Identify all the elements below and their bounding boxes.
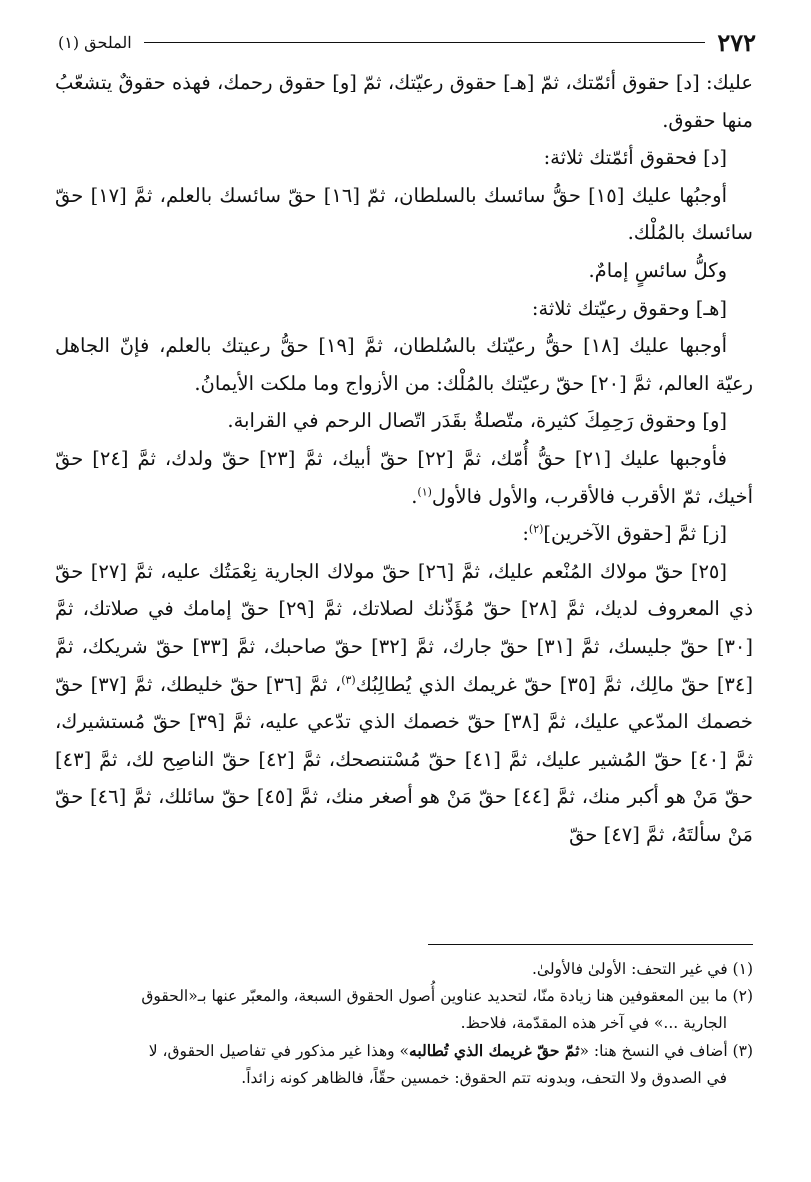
paragraph-9 bbox=[55, 515, 753, 553]
paragraph-6: أوجبها عليك [١٨] حقُّ رعيّتك بالسُلطان، ثمَّ [١٩] حقُّ رعيتك بالعلم، فإنّ الجاهل رعيّة العالم، ثمَّ [٢٠] حقّ رعيّتك بالمُلْك: من الأزواج وما ملكت الأيمانُ. bbox=[55, 334, 753, 395]
header-rule bbox=[144, 42, 706, 43]
footnote-2-continued: الجارية ...» في آخر هذه المقدّمة، فلاحظ. bbox=[460, 1014, 727, 1032]
footnote-1: (١) في غير التحف: الأولىٰ فالأولىٰ. bbox=[531, 960, 753, 978]
paragraph-8-text: فأوجبها عليك [٢١] حقُّ أُمّك، ثمَّ [٢٢] حقّ أبيك، ثمَّ [٢٣] حقّ ولدك، ثمَّ [٢٤] حقّ أخيك، ثمّ الأقرب فالأقرب، والأول فالأول bbox=[55, 446, 753, 508]
page-header bbox=[58, 22, 756, 62]
footnote-3-continued: في الصدوق ولا التحف، وبدونه تتم الحقوق: خمسين حقّاً، فالظاهر كونه زائداً. bbox=[241, 1069, 727, 1087]
footnote-ref-1[interactable]: (١) bbox=[417, 485, 432, 499]
paragraph-9-colon: : bbox=[522, 522, 529, 546]
footnote-3-quote: ثمّ حقّ غريمك الذي تُطالبه bbox=[409, 1041, 580, 1060]
paragraph-10 bbox=[55, 553, 753, 854]
paragraph-9-text: [ز] ثمَّ [حقوق الآخرين] bbox=[543, 522, 727, 546]
paragraph-7: [و] وحقوق رَحِمِكَ كثيرة، متّصلةٌ بقَدَر اتّصال الرحم في القرابة. bbox=[227, 409, 727, 433]
paragraph-3: أوجبُها عليك [١٥] حقُّ سائسك بالسلطان، ثمّ [١٦] حقّ سائسك بالعلم، ثمَّ [١٧] حقّ سائسك بالمُلْك. bbox=[55, 183, 753, 245]
footnote-ref-3[interactable]: (٣) bbox=[341, 673, 356, 686]
footnotes bbox=[55, 956, 753, 1092]
footnote-3 bbox=[55, 1037, 753, 1065]
footnote-2-line-1: (٢) ما بين المعقوفين هنا زيادة منّا، لتحديد عناوين أُصول الحقوق السبعة، والمعبّر عنها بـ«الحقوق bbox=[141, 987, 753, 1005]
paragraph-2: [د] فحقوق أئمّتك ثلاثة: bbox=[543, 146, 727, 170]
paragraph-8: فأوجبها عليك [٢١] حقُّ أُمّك، ثمَّ [٢٢] حقّ أبيك، ثمَّ [٢٣] حقّ ولدك، ثمَّ [٢٤] حقّ أخيك، ثمّ الأقرب فالأقرب، والأول فالأول$^{(١)}$. bbox=[55, 446, 753, 508]
paragraph-10-text-a: [٢٥] حقّ مولاك المُنْعم عليك، ثمَّ [٢٦] حقّ مولاك الجارية نِعْمَتُك عليه، ثمَّ [٢٧] حقّ ذي المعروف لديك، ثمَّ [٢٨] حقّ مُؤَذّنك لصلاتك، ثمَّ [٢٩] حقّ إمامك في صلاتك، ثمَّ [٣٠] حقّ جليسك، ثمَّ [٣١] حقّ جارك، ثمَّ [٣٢] حقّ صاحبك، ثمَّ [٣٣] حقّ شريكك، ثمَّ [٣٤] حقّ مالِك، ثمَّ [٣٥] حقّ غريمك الذي يُطالِبُك bbox=[55, 559, 754, 696]
paragraph-1: عليك: [د] حقوق أئمّتك، ثمّ [هـ] حقوق رعيّتك، ثمّ [و] حقوق رحمك، فهذه حقوقٌ يتشعّبُ منها حقوق. bbox=[55, 71, 753, 132]
footnote-3-rest: » وهذا غير مذكور في تفاصيل الحقوق، لا bbox=[148, 1042, 410, 1060]
main-text bbox=[55, 64, 753, 853]
footnote-ref-2[interactable]: (٢) bbox=[528, 522, 544, 536]
paragraph-4: وكلُّ سائسٍ إمامٌ. bbox=[588, 258, 727, 282]
paragraph-5: [هـ] وحقوق رعيّتك ثلاثة: bbox=[531, 296, 727, 320]
footnote-3-intro: (٣) أضاف في النسخ هنا: « bbox=[579, 1042, 753, 1060]
footnote-separator bbox=[428, 944, 753, 945]
running-title: الملحق (١) bbox=[58, 32, 132, 52]
page-number: ٢٧٢ bbox=[717, 27, 756, 57]
footnote-2 bbox=[55, 983, 753, 1010]
paragraph-10-text-b: ، ثمَّ [٣٦] حقّ خليطك، ثمَّ [٣٧] حقّ خصمك المدّعي عليك، ثمَّ [٣٨] حقّ خصمك الذي تدّعي عليه، ثمَّ [٣٩] حقّ مُستشيرك، ثمَّ [٤٠] حقّ المُشير عليك، ثمَّ [٤١] حقّ مُسْتنصحك، ثمَّ [٤٢] حقّ الناصِح لك، ثمَّ [٤٣] حقّ مَنْ هو أكبر منك، ثمَّ [٤٤] حقّ مَنْ هو أصغر منك، ثمَّ [٤٥] حقّ سائلك، ثمَّ [٤٦] حقّ مَنْ سألتَهُ، ثمَّ [٤٧] حقّ bbox=[55, 672, 754, 846]
